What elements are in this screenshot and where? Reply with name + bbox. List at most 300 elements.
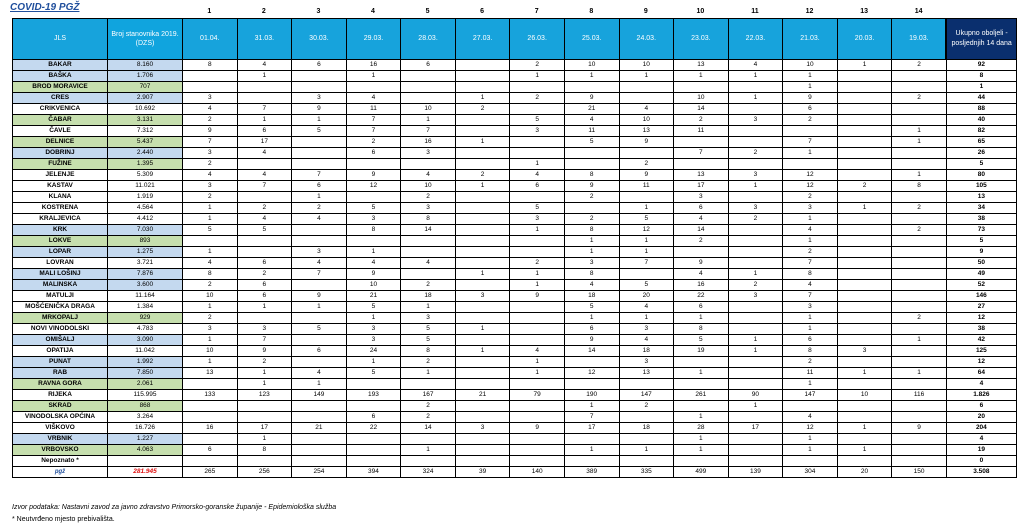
case-count-cell: 12 xyxy=(346,181,401,192)
case-count-cell xyxy=(510,379,565,390)
case-count-cell xyxy=(510,104,565,115)
total-cell: 4 xyxy=(946,379,1016,390)
source-note: Izvor podataka: Nastavni zavod za javno zdravstvo Primorsko-goranske županije - Epidemiološka služba xyxy=(12,504,337,511)
case-count-cell: 1 xyxy=(783,236,838,247)
case-count-cell xyxy=(237,456,292,467)
column-number: 12 xyxy=(805,8,814,15)
case-count-cell: 1 xyxy=(783,82,838,93)
municipality-name: MALINSKA xyxy=(13,280,108,291)
population-cell: 2.907 xyxy=(108,93,183,104)
case-count-cell: 7 xyxy=(237,104,292,115)
case-count-cell: 1 xyxy=(783,379,838,390)
case-count-cell: 2 xyxy=(619,159,674,170)
case-count-cell: 18 xyxy=(619,423,674,434)
case-count-cell: 1 xyxy=(237,379,292,390)
case-count-cell xyxy=(837,357,892,368)
table-row xyxy=(13,434,1017,445)
table-row xyxy=(13,137,1017,148)
case-count-cell: 1 xyxy=(346,313,401,324)
case-count-cell xyxy=(346,192,401,203)
case-count-cell: 2 xyxy=(346,137,401,148)
case-count-cell xyxy=(837,82,892,93)
case-count-cell xyxy=(455,313,510,324)
header-jls: JLS xyxy=(13,19,108,60)
case-count-cell: 2 xyxy=(510,60,565,71)
case-count-cell: 20 xyxy=(619,291,674,302)
case-count-cell: 3 xyxy=(237,324,292,335)
case-count-cell: 4 xyxy=(237,60,292,71)
case-count-cell: 133 xyxy=(183,390,238,401)
case-count-cell xyxy=(728,137,783,148)
column-number: 1 xyxy=(207,8,212,15)
case-count-cell: 18 xyxy=(564,291,619,302)
case-count-cell xyxy=(455,115,510,126)
municipality-name: VRBOVSKO xyxy=(13,445,108,456)
case-count-cell: 6 xyxy=(292,60,347,71)
municipality-name: KRALJEVICA xyxy=(13,214,108,225)
case-count-cell: 8 xyxy=(564,225,619,236)
case-count-cell: 1 xyxy=(346,357,401,368)
case-count-cell: 1 xyxy=(783,148,838,159)
case-count-cell: 4 xyxy=(564,280,619,291)
table-row xyxy=(13,71,1017,82)
summary-count-cell: 265 xyxy=(183,467,238,478)
case-count-cell: 6 xyxy=(237,126,292,137)
case-count-cell: 1 xyxy=(183,357,238,368)
case-count-cell: 1 xyxy=(510,225,565,236)
population-cell: 1.992 xyxy=(108,357,183,368)
case-count-cell: 3 xyxy=(728,170,783,181)
case-count-cell xyxy=(728,192,783,203)
total-cell: 204 xyxy=(946,423,1016,434)
case-count-cell xyxy=(892,456,947,467)
total-cell: 64 xyxy=(946,368,1016,379)
case-count-cell: 6 xyxy=(292,181,347,192)
municipality-name: OMIŠALJ xyxy=(13,335,108,346)
case-count-cell: 1 xyxy=(674,313,729,324)
total-cell: 26 xyxy=(946,148,1016,159)
header-date: 24.03. xyxy=(619,19,674,60)
total-cell: 125 xyxy=(946,346,1016,357)
municipality-name: OPATIJA xyxy=(13,346,108,357)
case-count-cell xyxy=(455,82,510,93)
case-count-cell xyxy=(619,412,674,423)
case-count-cell xyxy=(619,93,674,104)
total-cell: 12 xyxy=(946,357,1016,368)
case-count-cell: 17 xyxy=(237,423,292,434)
municipality-name: RAVNA GORA xyxy=(13,379,108,390)
header-row xyxy=(13,19,1017,60)
case-count-cell: 3 xyxy=(183,148,238,159)
case-count-cell: 3 xyxy=(510,214,565,225)
case-count-cell: 10 xyxy=(346,280,401,291)
case-count-cell: 13 xyxy=(674,170,729,181)
case-count-cell: 9 xyxy=(564,93,619,104)
case-count-cell xyxy=(237,82,292,93)
column-number: 4 xyxy=(371,8,375,15)
case-count-cell xyxy=(837,379,892,390)
case-count-cell: 1 xyxy=(455,137,510,148)
case-count-cell xyxy=(455,445,510,456)
municipality-name: LOVRAN xyxy=(13,258,108,269)
table-row xyxy=(13,269,1017,280)
header-date: 25.03. xyxy=(564,19,619,60)
case-count-cell: 13 xyxy=(619,368,674,379)
total-cell: 19 xyxy=(946,445,1016,456)
case-count-cell: 8 xyxy=(183,60,238,71)
population-cell: 893 xyxy=(108,236,183,247)
case-count-cell: 6 xyxy=(237,280,292,291)
case-count-cell xyxy=(837,170,892,181)
population-cell: 1.706 xyxy=(108,71,183,82)
case-count-cell xyxy=(783,126,838,137)
case-count-cell: 6 xyxy=(237,291,292,302)
case-count-cell: 4 xyxy=(510,346,565,357)
population-cell: 4.564 xyxy=(108,203,183,214)
population-cell: 1.227 xyxy=(108,434,183,445)
case-count-cell: 4 xyxy=(292,368,347,379)
header-date: 27.03. xyxy=(455,19,510,60)
case-count-cell: 1 xyxy=(401,115,456,126)
case-count-cell xyxy=(892,258,947,269)
case-count-cell xyxy=(892,324,947,335)
case-count-cell xyxy=(292,159,347,170)
case-count-cell xyxy=(510,192,565,203)
total-cell: 92 xyxy=(946,60,1016,71)
case-count-cell: 4 xyxy=(619,335,674,346)
case-count-cell xyxy=(728,368,783,379)
case-count-cell: 9 xyxy=(237,346,292,357)
case-count-cell xyxy=(892,82,947,93)
total-cell: 80 xyxy=(946,170,1016,181)
case-count-cell xyxy=(837,412,892,423)
case-count-cell xyxy=(837,236,892,247)
case-count-cell xyxy=(346,159,401,170)
case-count-cell xyxy=(183,434,238,445)
table-row xyxy=(13,390,1017,401)
case-count-cell: 4 xyxy=(674,269,729,280)
case-count-cell: 1 xyxy=(401,368,456,379)
case-count-cell xyxy=(401,236,456,247)
case-count-cell: 4 xyxy=(619,104,674,115)
case-count-cell: 3 xyxy=(783,302,838,313)
case-count-cell xyxy=(183,71,238,82)
case-count-cell: 1 xyxy=(564,313,619,324)
case-count-cell: 24 xyxy=(346,346,401,357)
case-count-cell xyxy=(183,412,238,423)
case-count-cell xyxy=(455,357,510,368)
header-date: 23.03. xyxy=(674,19,729,60)
municipality-name: BAKAR xyxy=(13,60,108,71)
case-count-cell: 4 xyxy=(183,170,238,181)
case-count-cell xyxy=(564,203,619,214)
case-count-cell: 1 xyxy=(619,203,674,214)
case-count-cell: 3 xyxy=(564,258,619,269)
case-count-cell xyxy=(401,159,456,170)
case-count-cell: 3 xyxy=(401,148,456,159)
total-cell: 0 xyxy=(946,456,1016,467)
case-count-cell: 13 xyxy=(619,126,674,137)
case-count-cell xyxy=(892,192,947,203)
case-count-cell: 3 xyxy=(783,203,838,214)
population-cell: 2.440 xyxy=(108,148,183,159)
case-count-cell xyxy=(455,368,510,379)
population-cell xyxy=(108,456,183,467)
case-count-cell: 1 xyxy=(455,93,510,104)
header-total: Ukupno oboljeli - posljednjih 14 dana xyxy=(946,19,1016,60)
case-count-cell xyxy=(837,269,892,280)
case-count-cell: 2 xyxy=(674,236,729,247)
case-count-cell: 5 xyxy=(619,280,674,291)
total-cell: 9 xyxy=(946,247,1016,258)
header-date: 21.03. xyxy=(783,19,838,60)
case-count-cell: 2 xyxy=(455,170,510,181)
case-count-cell: 2 xyxy=(564,192,619,203)
case-count-cell: 5 xyxy=(510,203,565,214)
case-count-cell xyxy=(292,280,347,291)
case-count-cell: 7 xyxy=(674,148,729,159)
case-count-cell: 6 xyxy=(674,203,729,214)
header-date: 22.03. xyxy=(728,19,783,60)
case-count-cell xyxy=(728,126,783,137)
case-count-cell xyxy=(564,379,619,390)
table-row xyxy=(13,412,1017,423)
case-count-cell xyxy=(837,313,892,324)
case-count-cell xyxy=(455,126,510,137)
column-number: 6 xyxy=(480,8,485,15)
case-count-cell: 4 xyxy=(237,148,292,159)
case-count-cell: 2 xyxy=(401,401,456,412)
case-count-cell: 2 xyxy=(401,412,456,423)
summary-count-cell: 139 xyxy=(728,467,783,478)
case-count-cell: 2 xyxy=(564,214,619,225)
total-cell: 13 xyxy=(946,192,1016,203)
case-count-cell xyxy=(892,214,947,225)
case-count-cell xyxy=(728,456,783,467)
case-count-cell: 2 xyxy=(183,280,238,291)
case-count-cell: 1 xyxy=(783,313,838,324)
case-count-cell xyxy=(619,148,674,159)
case-count-cell: 3 xyxy=(728,203,783,214)
case-count-cell xyxy=(837,137,892,148)
population-cell: 1.395 xyxy=(108,159,183,170)
case-count-cell xyxy=(728,412,783,423)
case-count-cell: 10 xyxy=(183,291,238,302)
footnote: * Neutvrđeno mjesto prebivališta. xyxy=(12,516,115,523)
population-cell: 11.021 xyxy=(108,181,183,192)
case-count-cell: 21 xyxy=(564,104,619,115)
case-count-cell xyxy=(401,434,456,445)
case-count-cell xyxy=(728,159,783,170)
case-count-cell: 1 xyxy=(183,203,238,214)
municipality-name: KLANA xyxy=(13,192,108,203)
case-count-cell: 1 xyxy=(674,412,729,423)
municipality-name: NOVI VINODOLSKI xyxy=(13,324,108,335)
case-count-cell xyxy=(837,258,892,269)
case-count-cell: 6 xyxy=(183,445,238,456)
column-numbers xyxy=(12,8,1016,18)
summary-row xyxy=(13,467,1017,478)
summary-count-cell: 39 xyxy=(455,467,510,478)
header-date: 19.03. xyxy=(892,19,947,60)
case-count-cell: 17 xyxy=(564,423,619,434)
case-count-cell xyxy=(455,412,510,423)
municipality-name: ČABAR xyxy=(13,115,108,126)
column-number: 11 xyxy=(751,8,759,15)
case-count-cell: 4 xyxy=(183,104,238,115)
case-count-cell: 5 xyxy=(401,335,456,346)
case-count-cell xyxy=(510,82,565,93)
summary-count-cell: 140 xyxy=(510,467,565,478)
case-count-cell xyxy=(837,192,892,203)
case-count-cell xyxy=(401,71,456,82)
case-count-cell: 4 xyxy=(564,115,619,126)
case-count-cell xyxy=(455,236,510,247)
total-cell: 50 xyxy=(946,258,1016,269)
case-count-cell: 2 xyxy=(619,401,674,412)
column-number: 2 xyxy=(261,8,266,15)
case-count-cell xyxy=(510,401,565,412)
case-count-cell xyxy=(837,214,892,225)
table-row xyxy=(13,93,1017,104)
population-cell: 1.275 xyxy=(108,247,183,258)
case-count-cell: 2 xyxy=(183,313,238,324)
case-count-cell xyxy=(674,247,729,258)
case-count-cell xyxy=(346,445,401,456)
case-count-cell: 147 xyxy=(783,390,838,401)
case-count-cell: 5 xyxy=(674,335,729,346)
case-count-cell: 3 xyxy=(619,324,674,335)
total-cell: 20 xyxy=(946,412,1016,423)
case-count-cell: 11 xyxy=(674,126,729,137)
population-cell: 3.090 xyxy=(108,335,183,346)
case-count-cell xyxy=(619,456,674,467)
municipality-name: RIJEKA xyxy=(13,390,108,401)
case-count-cell xyxy=(237,192,292,203)
municipality-name: SKRAD xyxy=(13,401,108,412)
case-count-cell: 2 xyxy=(892,225,947,236)
case-count-cell: 2 xyxy=(728,214,783,225)
population-cell: 7.312 xyxy=(108,126,183,137)
total-cell: 49 xyxy=(946,269,1016,280)
municipality-name: KRK xyxy=(13,225,108,236)
case-count-cell xyxy=(728,445,783,456)
case-count-cell: 9 xyxy=(619,170,674,181)
case-count-cell: 14 xyxy=(401,423,456,434)
case-count-cell: 1 xyxy=(674,368,729,379)
case-count-cell: 8 xyxy=(674,324,729,335)
case-count-cell: 1 xyxy=(564,247,619,258)
population-cell: 10.692 xyxy=(108,104,183,115)
case-count-cell: 5 xyxy=(564,137,619,148)
case-count-cell: 9 xyxy=(292,291,347,302)
case-count-cell xyxy=(892,159,947,170)
case-count-cell: 8 xyxy=(346,225,401,236)
case-count-cell: 11 xyxy=(783,368,838,379)
case-count-cell xyxy=(292,71,347,82)
case-count-cell xyxy=(564,357,619,368)
case-count-cell xyxy=(892,401,947,412)
case-count-cell: 1 xyxy=(892,126,947,137)
case-count-cell: 1 xyxy=(237,115,292,126)
total-cell: 65 xyxy=(946,137,1016,148)
case-count-cell: 1 xyxy=(510,71,565,82)
population-cell: 8.160 xyxy=(108,60,183,71)
case-count-cell xyxy=(346,236,401,247)
case-count-cell xyxy=(837,324,892,335)
case-count-cell: 1 xyxy=(183,335,238,346)
case-count-cell xyxy=(837,148,892,159)
case-count-cell: 3 xyxy=(455,291,510,302)
case-count-cell: 193 xyxy=(346,390,401,401)
summary-count-cell: 394 xyxy=(346,467,401,478)
case-count-cell xyxy=(892,269,947,280)
case-count-cell: 2 xyxy=(510,258,565,269)
case-count-cell xyxy=(728,357,783,368)
case-count-cell: 8 xyxy=(183,269,238,280)
population-cell: 5.309 xyxy=(108,170,183,181)
case-count-cell: 90 xyxy=(728,390,783,401)
case-count-cell: 3 xyxy=(401,203,456,214)
case-count-cell: 4 xyxy=(237,170,292,181)
case-count-cell: 3 xyxy=(183,181,238,192)
page-title: COVID-19 PGŽ xyxy=(10,2,80,13)
case-count-cell: 3 xyxy=(292,247,347,258)
table-row xyxy=(13,291,1017,302)
case-count-cell: 2 xyxy=(674,115,729,126)
case-count-cell: 16 xyxy=(674,280,729,291)
case-count-cell xyxy=(837,335,892,346)
case-count-cell: 147 xyxy=(619,390,674,401)
case-count-cell: 7 xyxy=(183,137,238,148)
column-number: 8 xyxy=(589,8,594,15)
case-count-cell: 6 xyxy=(674,302,729,313)
case-count-cell xyxy=(455,379,510,390)
header-date: 29.03. xyxy=(346,19,401,60)
case-count-cell xyxy=(292,148,347,159)
column-number: 5 xyxy=(425,8,430,15)
case-count-cell xyxy=(674,379,729,390)
table-row xyxy=(13,445,1017,456)
case-count-cell xyxy=(892,346,947,357)
municipality-name: LOKVE xyxy=(13,236,108,247)
case-count-cell xyxy=(892,236,947,247)
total-cell: 5 xyxy=(946,236,1016,247)
case-count-cell: 1 xyxy=(510,269,565,280)
case-count-cell xyxy=(892,115,947,126)
municipality-name: Nepoznato * xyxy=(13,456,108,467)
case-count-cell: 18 xyxy=(619,346,674,357)
case-count-cell: 2 xyxy=(728,148,783,159)
case-count-cell: 2 xyxy=(237,203,292,214)
case-count-cell: 2 xyxy=(237,357,292,368)
total-cell: 27 xyxy=(946,302,1016,313)
case-count-cell: 12 xyxy=(783,181,838,192)
case-count-cell: 5 xyxy=(510,115,565,126)
case-count-cell: 1 xyxy=(237,302,292,313)
case-count-cell xyxy=(564,148,619,159)
case-count-cell xyxy=(346,379,401,390)
case-count-cell: 1 xyxy=(783,214,838,225)
case-count-cell: 10 xyxy=(564,60,619,71)
case-count-cell xyxy=(837,291,892,302)
total-cell: 38 xyxy=(946,214,1016,225)
population-cell: 4.783 xyxy=(108,324,183,335)
case-count-cell xyxy=(237,401,292,412)
case-count-cell: 5 xyxy=(346,203,401,214)
case-count-cell: 14 xyxy=(674,104,729,115)
case-count-cell: 16 xyxy=(183,423,238,434)
